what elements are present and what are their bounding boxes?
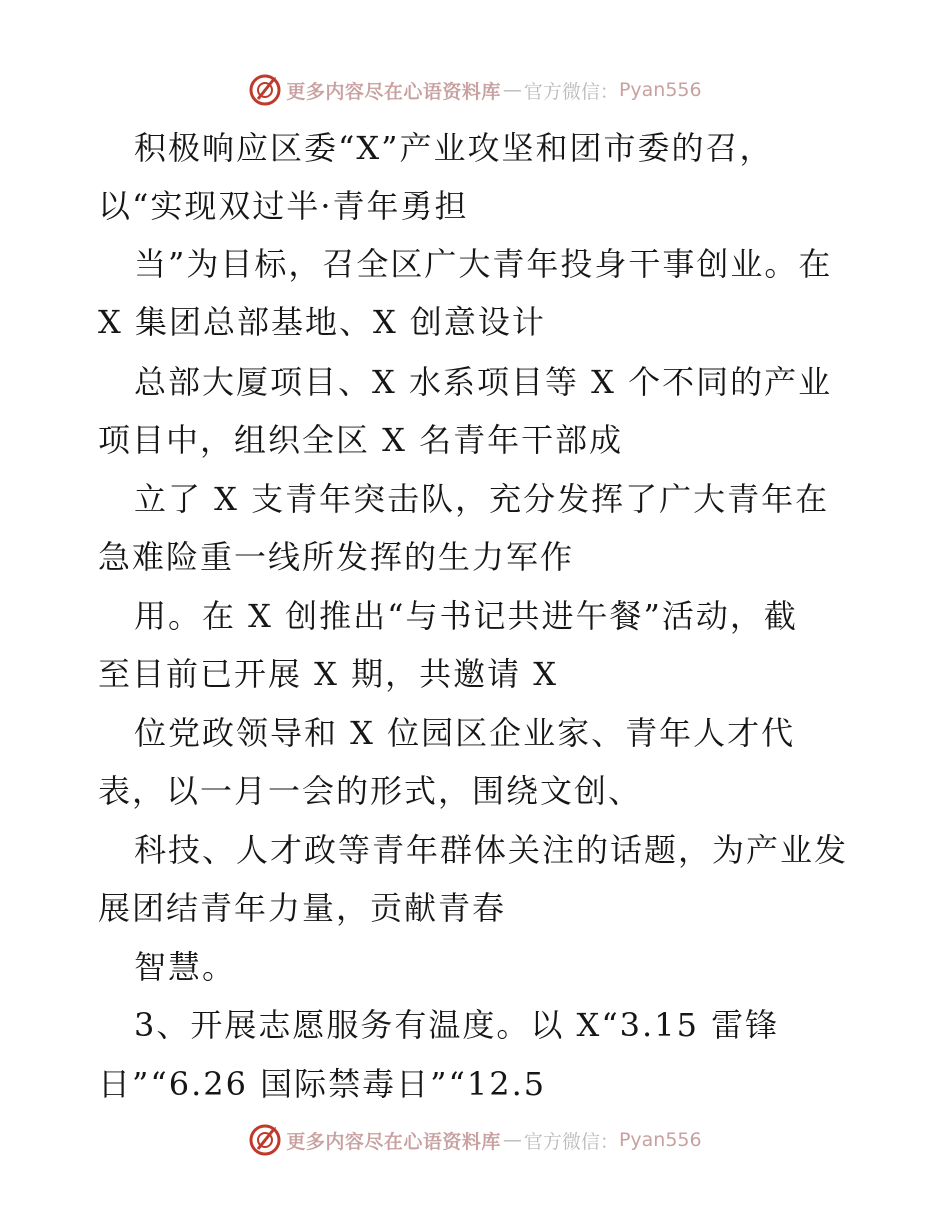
body-line: 智慧。 <box>134 948 237 986</box>
body-line: 至目前已开展 X 期，共邀请 X <box>98 655 559 693</box>
watermark-separator: — <box>502 1129 522 1151</box>
body-line: 3、开展志愿服务有温度。以 X“3.15 雷锋 <box>134 1006 780 1044</box>
body-line: 立了 X 支青年突击队，充分发挥了广大青年在 <box>134 480 830 518</box>
body-line: 展团结青年力量，贡献青春 <box>98 889 507 927</box>
watermark-brand: 更多内容尽在心语资料库 <box>286 80 501 103</box>
watermark-official: 官方微信： <box>523 80 619 103</box>
body-line: 用。在 X 创推出“与书记共进午餐”活动，截 <box>134 597 798 635</box>
watermark-official: 官方微信： <box>523 1130 619 1153</box>
body-line: 积极响应区委“X”产业攻坚和团市委的召， <box>134 129 774 167</box>
body-line: 日”“6.26 国际禁毒日”“12.5 <box>98 1065 547 1103</box>
watermark-brand: 更多内容尽在心语资料库 <box>286 1130 501 1153</box>
body-line: 急难险重一线所发挥的生力军作 <box>98 538 575 576</box>
body-line: 总部大厦项目、X 水系项目等 X 个不同的产业 <box>134 363 833 401</box>
body-line: 位党政领导和 X 位园区企业家、青年人才代 <box>134 714 796 752</box>
body-line: 表，以一月一会的形式，围绕文创、 <box>98 772 643 810</box>
watermark-separator: — <box>502 79 522 101</box>
body-line: 项目中，组织全区 X 名青年干部成 <box>98 421 624 459</box>
body-line: 当”为目标，召全区广大青年投身干事创业。在 <box>134 245 833 283</box>
body-line: 以“实现双过半·青年勇担 <box>98 187 469 225</box>
watermark-wechat-id: Pyan556 <box>618 1129 702 1151</box>
footer-watermark <box>0 1122 950 1158</box>
watermark-wechat-id: Pyan556 <box>618 79 702 101</box>
logo-icon <box>248 1123 282 1157</box>
body-line: X 集团总部基地、X 创意设计 <box>98 303 546 341</box>
body-line: 科技、人才政等青年群体关注的话题，为产业发 <box>134 831 849 869</box>
